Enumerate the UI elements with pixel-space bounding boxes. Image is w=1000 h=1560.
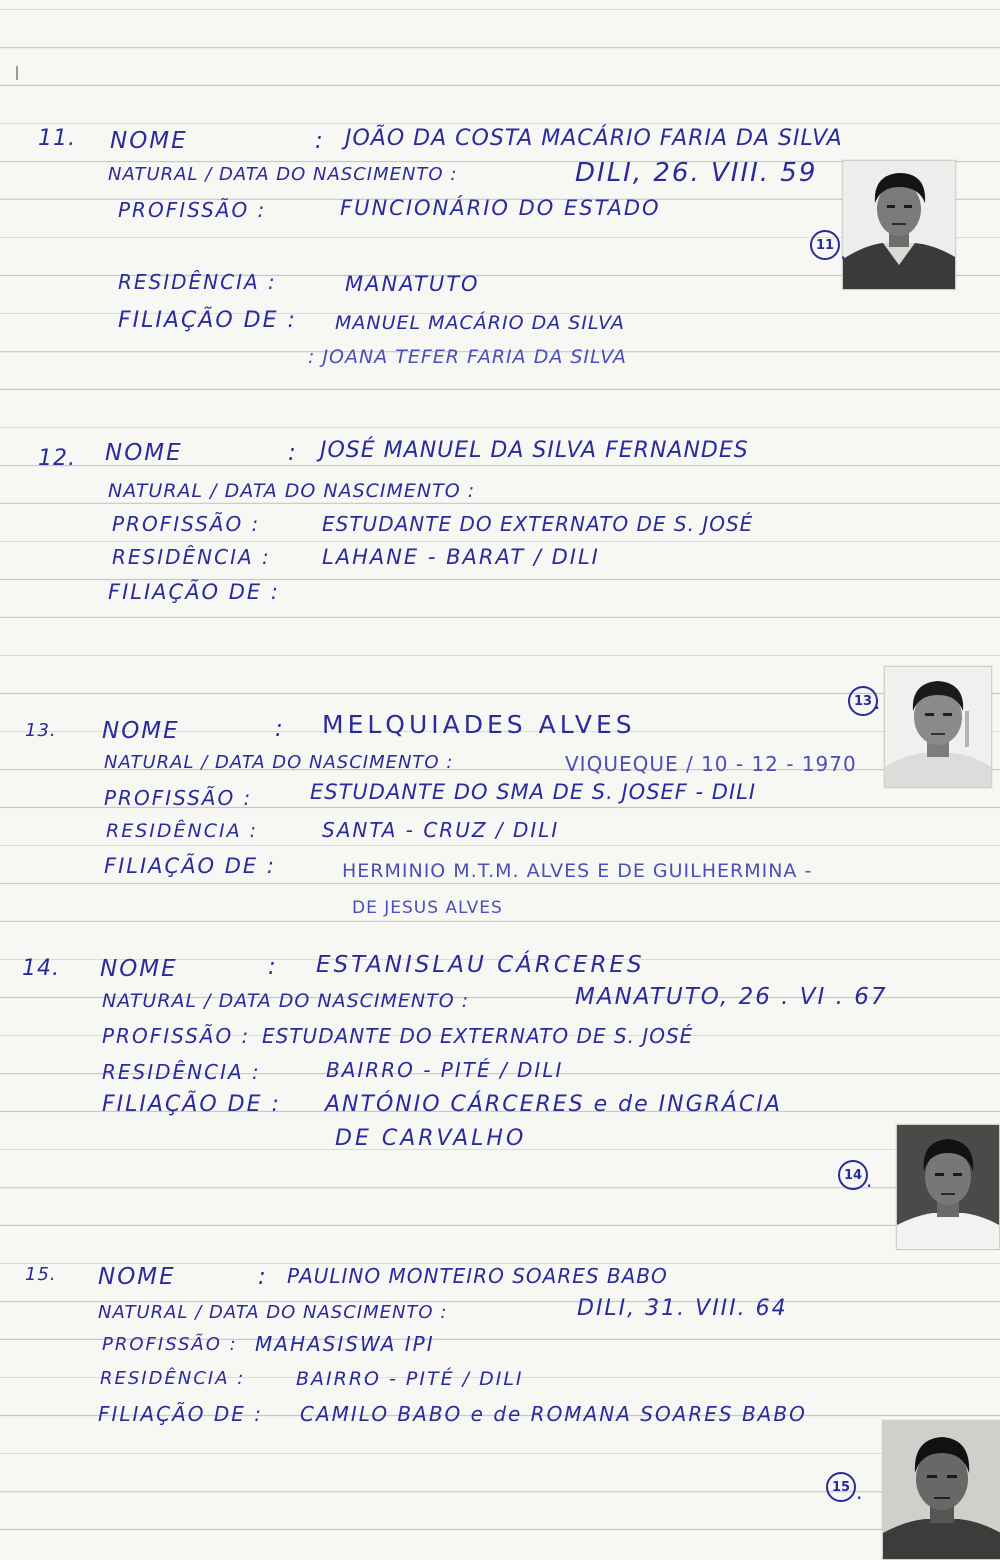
nome-separator: : bbox=[288, 440, 298, 466]
natural-value: MANATUTO, 26 . VI . 67 bbox=[575, 984, 888, 1010]
margin-mark bbox=[16, 66, 18, 80]
filiacao-value-2: DE JESUS ALVES bbox=[352, 898, 503, 918]
profissao-label: PROFISSÃO : bbox=[102, 1334, 238, 1355]
profissao-value: ESTUDANTE DO EXTERNATO DE S. JOSÉ bbox=[262, 1024, 694, 1048]
id-photo-15 bbox=[882, 1420, 1000, 1560]
id-photo-14 bbox=[896, 1124, 1000, 1250]
natural-value: DILI, 26. VIII. 59 bbox=[575, 158, 818, 188]
period-mark: . bbox=[840, 240, 847, 264]
nome-value: MELQUIADES ALVES bbox=[322, 710, 636, 739]
nome-separator: : bbox=[315, 128, 325, 154]
nome-value: JOÃO DA COSTA MACÁRIO FARIA DA SILVA bbox=[345, 126, 843, 151]
profissao-label: PROFISSÃO : bbox=[112, 512, 261, 536]
portrait-image bbox=[883, 1421, 1000, 1559]
profissao-value: ESTUDANTE DO SMA DE S. JOSEF - DILI bbox=[310, 780, 757, 804]
nome-label: NOME bbox=[100, 956, 178, 982]
portrait-image bbox=[843, 161, 955, 289]
id-photo-11 bbox=[842, 160, 956, 290]
profissao-label: PROFISSÃO : bbox=[102, 1024, 251, 1048]
period-mark: . bbox=[856, 1480, 863, 1504]
nome-separator: : bbox=[258, 1264, 268, 1290]
residencia-value: SANTA - CRUZ / DILI bbox=[322, 818, 560, 842]
nome-value: JOSÉ MANUEL DA SILVA FERNANDES bbox=[320, 438, 749, 463]
natural-label: NATURAL / DATA DO NASCIMENTO : bbox=[98, 1302, 448, 1323]
photo-number-circle: 13 bbox=[848, 686, 878, 716]
nome-label: NOME bbox=[110, 128, 188, 154]
entry-number: 12. bbox=[38, 446, 76, 471]
photo-number-circle: 11 bbox=[810, 230, 840, 260]
period-mark: . bbox=[866, 1168, 873, 1192]
natural-value: VIQUEQUE / 10 - 12 - 1970 bbox=[565, 752, 857, 776]
filiacao-label: FILIAÇÃO DE : bbox=[98, 1402, 264, 1426]
period-mark: . bbox=[874, 690, 881, 714]
natural-value: DILI, 31. VIII. 64 bbox=[577, 1296, 788, 1321]
filiacao-value-1: HERMINIO M.T.M. ALVES E DE GUILHERMINA - bbox=[342, 860, 813, 882]
filiacao-value-2: DE CARVALHO bbox=[335, 1126, 527, 1151]
filiacao-label: FILIAÇÃO DE : bbox=[102, 1092, 281, 1117]
filiacao-value-1: ANTÓNIO CÁRCERES e de INGRÁCIA bbox=[325, 1092, 782, 1117]
filiacao-value-1: CAMILO BABO e de ROMANA SOARES BABO bbox=[300, 1402, 807, 1426]
nome-value: ESTANISLAU CÁRCERES bbox=[316, 952, 645, 978]
entry-number: 15. bbox=[25, 1264, 57, 1285]
profissao-value: ESTUDANTE DO EXTERNATO DE S. JOSÉ bbox=[322, 512, 754, 536]
nome-value: PAULINO MONTEIRO SOARES BABO bbox=[287, 1264, 668, 1288]
residencia-value: BAIRRO - PITÉ / DILI bbox=[326, 1058, 564, 1082]
entry-number: 14. bbox=[22, 956, 60, 981]
nome-separator: : bbox=[268, 954, 278, 980]
nome-separator: : bbox=[275, 716, 285, 742]
profissao-label: PROFISSÃO : bbox=[118, 198, 267, 222]
residencia-value: BAIRRO - PITÉ / DILI bbox=[296, 1368, 524, 1390]
nome-label: NOME bbox=[102, 718, 180, 744]
profissao-value: FUNCIONÁRIO DO ESTADO bbox=[340, 196, 661, 220]
nome-label: NOME bbox=[98, 1264, 176, 1290]
residencia-label: RESIDÊNCIA : bbox=[118, 270, 277, 294]
entry-number: 13. bbox=[25, 720, 57, 741]
filiacao-value-2: : JOANA TEFER FARIA DA SILVA bbox=[308, 346, 627, 368]
natural-label: NATURAL / DATA DO NASCIMENTO : bbox=[108, 480, 476, 502]
residencia-value: MANATUTO bbox=[345, 272, 480, 296]
filiacao-value-1: MANUEL MACÁRIO DA SILVA bbox=[335, 312, 625, 334]
profissao-value: MAHASISWA IPI bbox=[255, 1332, 435, 1356]
natural-label: NATURAL / DATA DO NASCIMENTO : bbox=[102, 990, 470, 1012]
residencia-label: RESIDÊNCIA : bbox=[100, 1368, 246, 1389]
photo-number-circle: 15 bbox=[826, 1472, 856, 1502]
nome-label: NOME bbox=[105, 440, 183, 466]
filiacao-label: FILIAÇÃO DE : bbox=[118, 308, 297, 333]
natural-label: NATURAL / DATA DO NASCIMENTO : bbox=[104, 752, 454, 773]
residencia-label: RESIDÊNCIA : bbox=[112, 545, 271, 569]
filiacao-label: FILIAÇÃO DE : bbox=[108, 580, 280, 604]
photo-number-circle: 14 bbox=[838, 1160, 868, 1190]
residencia-value: LAHANE - BARAT / DILI bbox=[322, 545, 600, 569]
residencia-label: RESIDÊNCIA : bbox=[102, 1060, 261, 1084]
portrait-image bbox=[897, 1125, 999, 1249]
natural-label: NATURAL / DATA DO NASCIMENTO : bbox=[108, 164, 458, 185]
portrait-image bbox=[885, 667, 991, 787]
entry-number: 11. bbox=[38, 126, 76, 151]
residencia-label: RESIDÊNCIA : bbox=[106, 820, 259, 842]
filiacao-label: FILIAÇÃO DE : bbox=[104, 854, 276, 878]
profissao-label: PROFISSÃO : bbox=[104, 786, 253, 810]
id-photo-13 bbox=[884, 666, 992, 788]
